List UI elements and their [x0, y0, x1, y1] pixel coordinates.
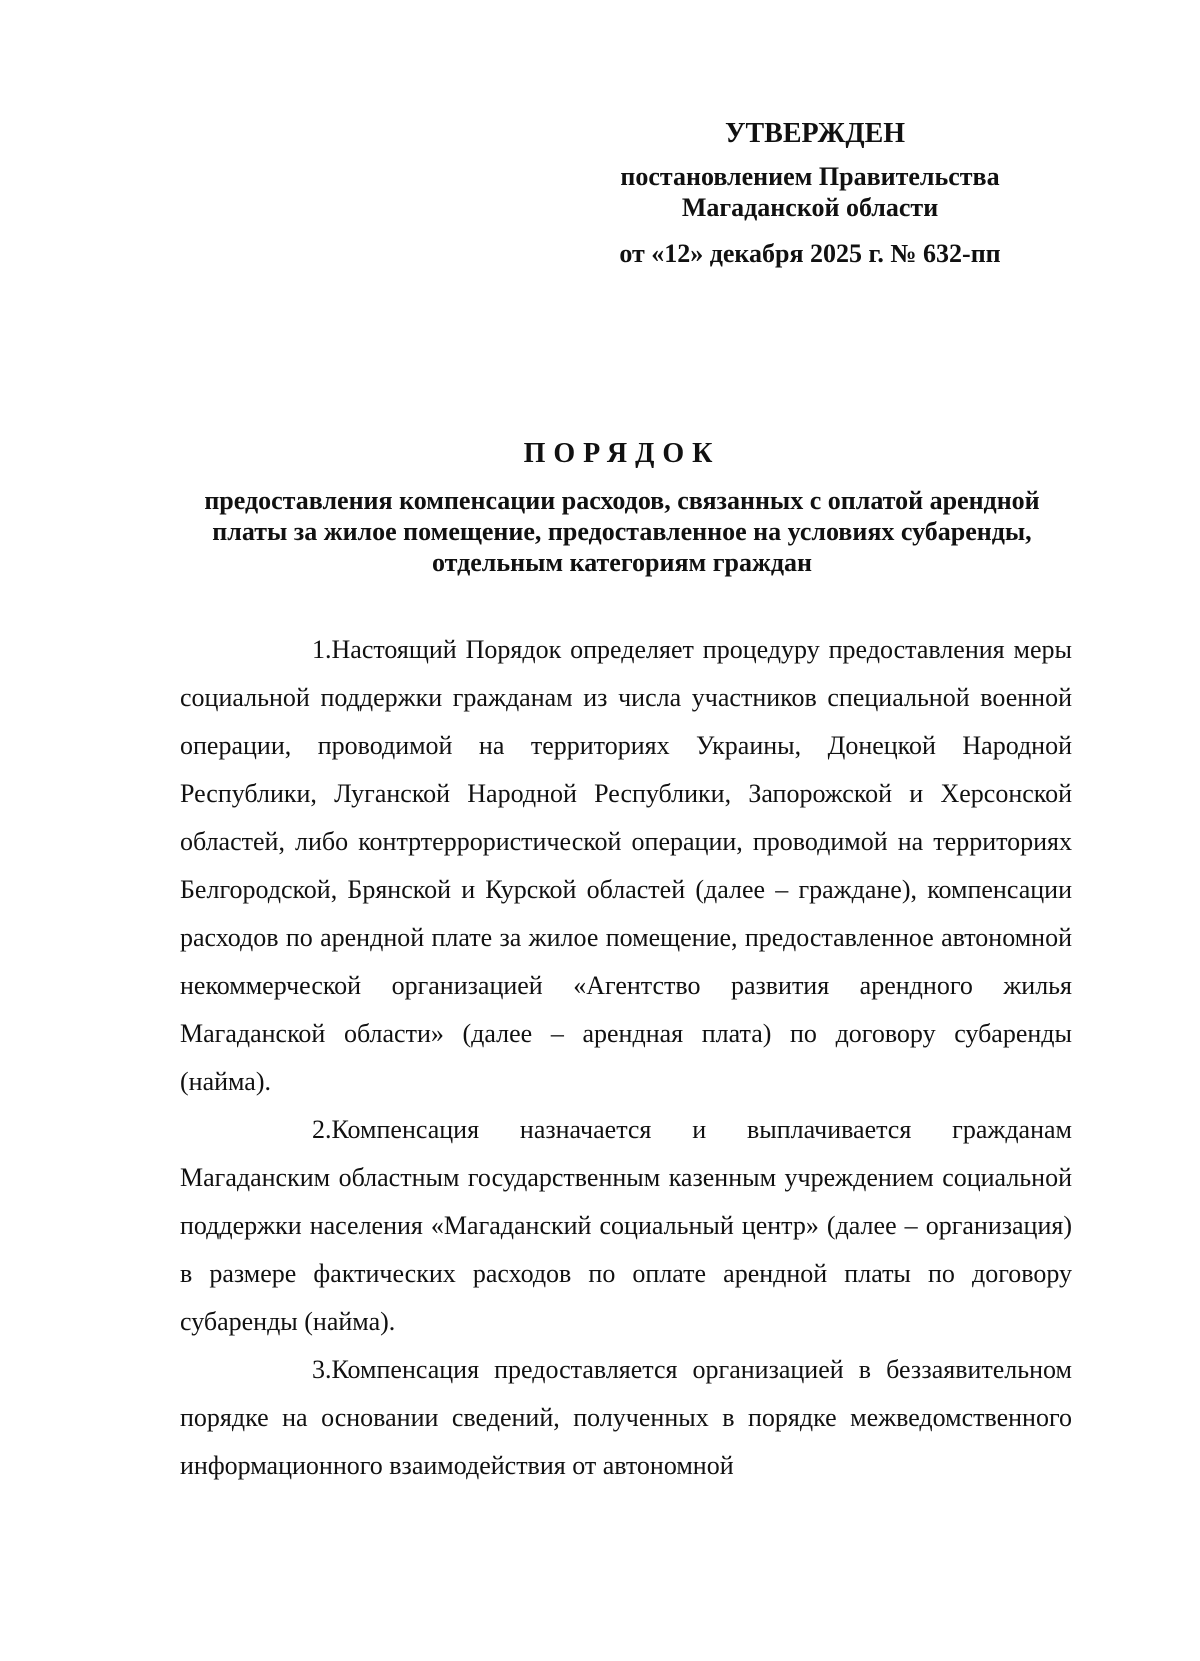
- paragraph-number: 1.: [312, 635, 332, 664]
- paragraph-number: 2.: [312, 1115, 332, 1144]
- approval-date-line: от «12» декабря 2025 г. № 632-пп: [619, 239, 1001, 268]
- approval-stamp-title: УТВЕРЖДЕН: [724, 118, 906, 149]
- approval-block: [600, 118, 1020, 269]
- approval-authority-line: постановлением Правительства: [620, 162, 1000, 191]
- paragraph-text: Настоящий Порядок определяет процедуру предоставления меры социальной поддержки гражданам из числа участников специальной военной операции, проводимой на территориях Украины, Донецкой Народной Республики, Луганской Народной Республики, Запорожской и Херсонской областей, либо контртеррористической операции, проводимой на территориях Белгородской, Брянской и Курской областей (далее – граждане), компенсации расходов по арендной плате за жилое помещение, предоставленное автономной некоммерческой организацией «Агентство развития арендного жилья Магаданской области» (далее – арендная плата) по договору субаренды (найма).: [180, 635, 1072, 1096]
- paragraph-text: Компенсация назначается и выплачивается гражданам Магаданским областным государственным казенным учреждением социальной поддержки населения «Магаданский социальный центр» (далее – организация) в размере фактических расходов по оплате арендной платы по договору субаренды (найма).: [180, 1115, 1072, 1336]
- paragraph-1: [180, 626, 1072, 1106]
- paragraph-number: 3.: [312, 1355, 332, 1384]
- document-body: [180, 626, 1072, 1490]
- paragraph-3: [180, 1346, 1072, 1490]
- document-title: ПОРЯДОК: [523, 438, 721, 469]
- approval-region-line: Магаданской области: [681, 193, 939, 222]
- title-block: [160, 437, 1084, 578]
- document-subtitle: предоставления компенсации расходов, связанных с оплатой арендной платы за жилое помещение, предоставленное на условиях субаренды, отдельным категориям граждан: [204, 486, 1040, 577]
- paragraph-2: [180, 1106, 1072, 1346]
- paragraph-text: Компенсация предоставляется организацией в беззаявительном порядке на основании сведений, полученных в порядке межведомственного информационного взаимодействия от автономной: [180, 1355, 1072, 1480]
